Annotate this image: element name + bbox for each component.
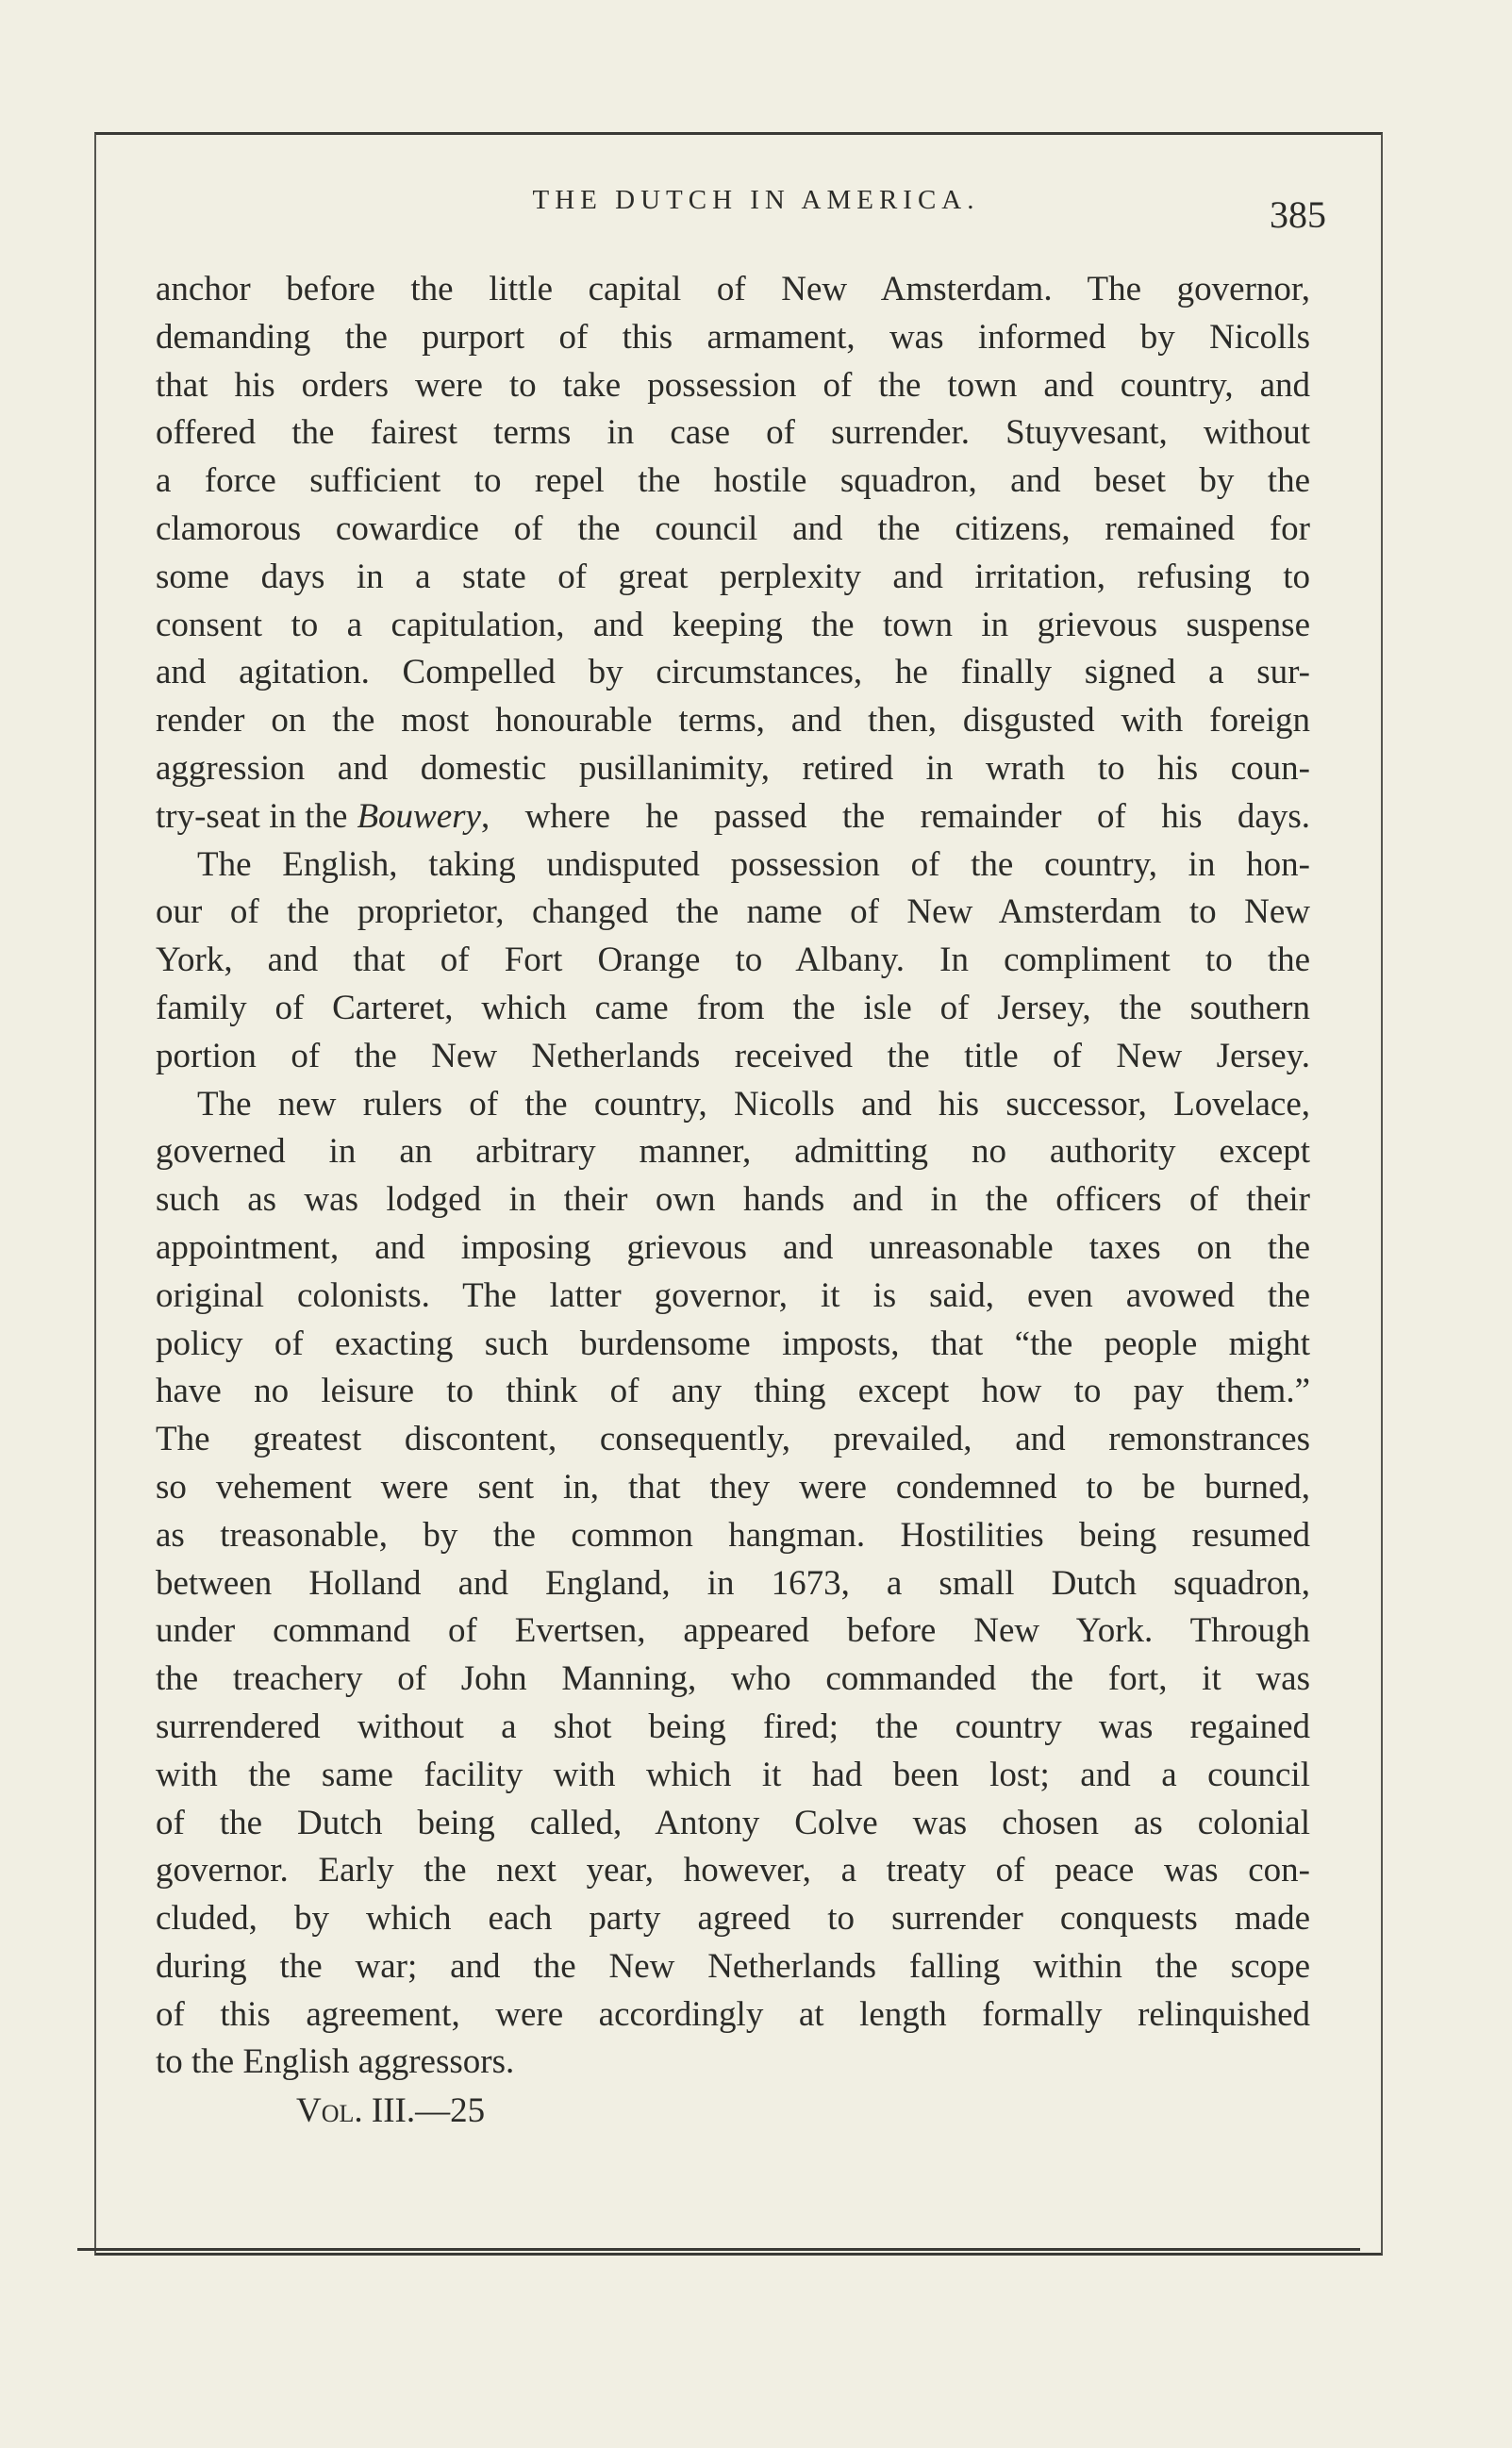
paragraph-end-line: to the English aggressors. [156, 2042, 515, 2082]
text-line: have no leisure to think of any thing except how to pay them.” [156, 1372, 1310, 1411]
text-line-with-italic [156, 793, 1310, 841]
text-line: surrendered without a shot being fired; the country was regained [156, 1707, 1310, 1746]
text-segment: , where he passed the remainder of his days. [480, 796, 1310, 836]
text-line: portion of the New Netherlands received the title of New Jersey. [156, 1036, 1310, 1075]
text-line: the treachery of John Manning, who commanded the fort, it was [156, 1659, 1310, 1699]
text-line: policy of exacting such burdensome imposts, that “the people might [156, 1324, 1310, 1363]
text-line: original colonists. The latter governor, it is said, even avowed the [156, 1275, 1310, 1315]
text-line: as treasonable, by the common hangman. Hostilities being resumed [156, 1515, 1310, 1555]
text-line: family of Carteret, which came from the isle of Jersey, the southern [156, 988, 1310, 1027]
paragraph-start-line: The English, taking undisputed possession of the country, in hon- [197, 844, 1310, 884]
text-line: and agitation. Compelled by circumstances, he finally signed a sur- [156, 653, 1310, 692]
text-line: cluded, by which each party agreed to surrender conquests made [156, 1899, 1310, 1939]
text-line: between Holland and England, in 1673, a small Dutch squadron, [156, 1563, 1310, 1603]
text-line: our of the proprietor, changed the name of New Amsterdam to New [156, 892, 1310, 932]
text-line: some days in a state of great perplexity and irritation, refusing to [156, 557, 1310, 596]
text-line: consent to a capitulation, and keeping the town in grievous suspense [156, 605, 1310, 644]
text-line: under command of Evertsen, appeared before New York. Through [156, 1611, 1310, 1651]
text-segment: try-seat in the [156, 796, 348, 836]
text-line: render on the most honourable terms, and then, disgusted with foreign [156, 701, 1310, 741]
running-title: THE DUTCH IN AMERICA. [532, 185, 980, 215]
text-line: anchor before the little capital of New Amsterdam. The governor, [156, 270, 1310, 308]
page-number: 385 [1270, 193, 1326, 236]
text-line: so vehement were sent in, that they were condemned to be burned, [156, 1467, 1310, 1507]
text-line: clamorous cowardice of the council and the citizens, remained for [156, 508, 1310, 548]
text-line: such as was lodged in their own hands and in the officers of their [156, 1180, 1310, 1220]
text-line: a force sufficient to repel the hostile squadron, and beset by the [156, 461, 1310, 501]
text-line: aggression and domestic pusillanimity, retired in wrath to his coun- [156, 748, 1310, 788]
text-line: governed in an arbitrary manner, admitting no authority except [156, 1132, 1310, 1172]
body-text [156, 266, 1310, 2087]
text-line: The greatest discontent, consequently, prevailed, and remonstrances [156, 1420, 1310, 1459]
text-line: of this agreement, were accordingly at length formally relinquished [156, 1994, 1310, 2034]
text-line: of the Dutch being called, Antony Colve was chosen as colonial [156, 1803, 1310, 1842]
signature-mark: Vol. III.—25 [296, 2091, 486, 2130]
text-line: governor. Early the next year, however, a treaty of peace was con- [156, 1851, 1310, 1890]
text-line: with the same facility with which it had been lost; and a council [156, 1755, 1310, 1794]
text-line: that his orders were to take possession of the town and country, and [156, 365, 1310, 405]
bottom-rule [77, 2248, 1360, 2251]
text-line: York, and that of Fort Orange to Albany. In compliment to the [156, 941, 1310, 980]
text-line: offered the fairest terms in case of surrender. Stuyvesant, without [156, 413, 1310, 453]
text-line: during the war; and the New Netherlands falling within the scope [156, 1946, 1310, 1986]
italic-place-name: Bouwery [357, 796, 481, 836]
text-line: demanding the purport of this armament, was informed by Nicolls [156, 317, 1310, 357]
paragraph-start-line: The new rulers of the country, Nicolls and his successor, Lovelace, [197, 1084, 1310, 1124]
text-line: appointment, and imposing grievous and unreasonable taxes on the [156, 1227, 1310, 1267]
